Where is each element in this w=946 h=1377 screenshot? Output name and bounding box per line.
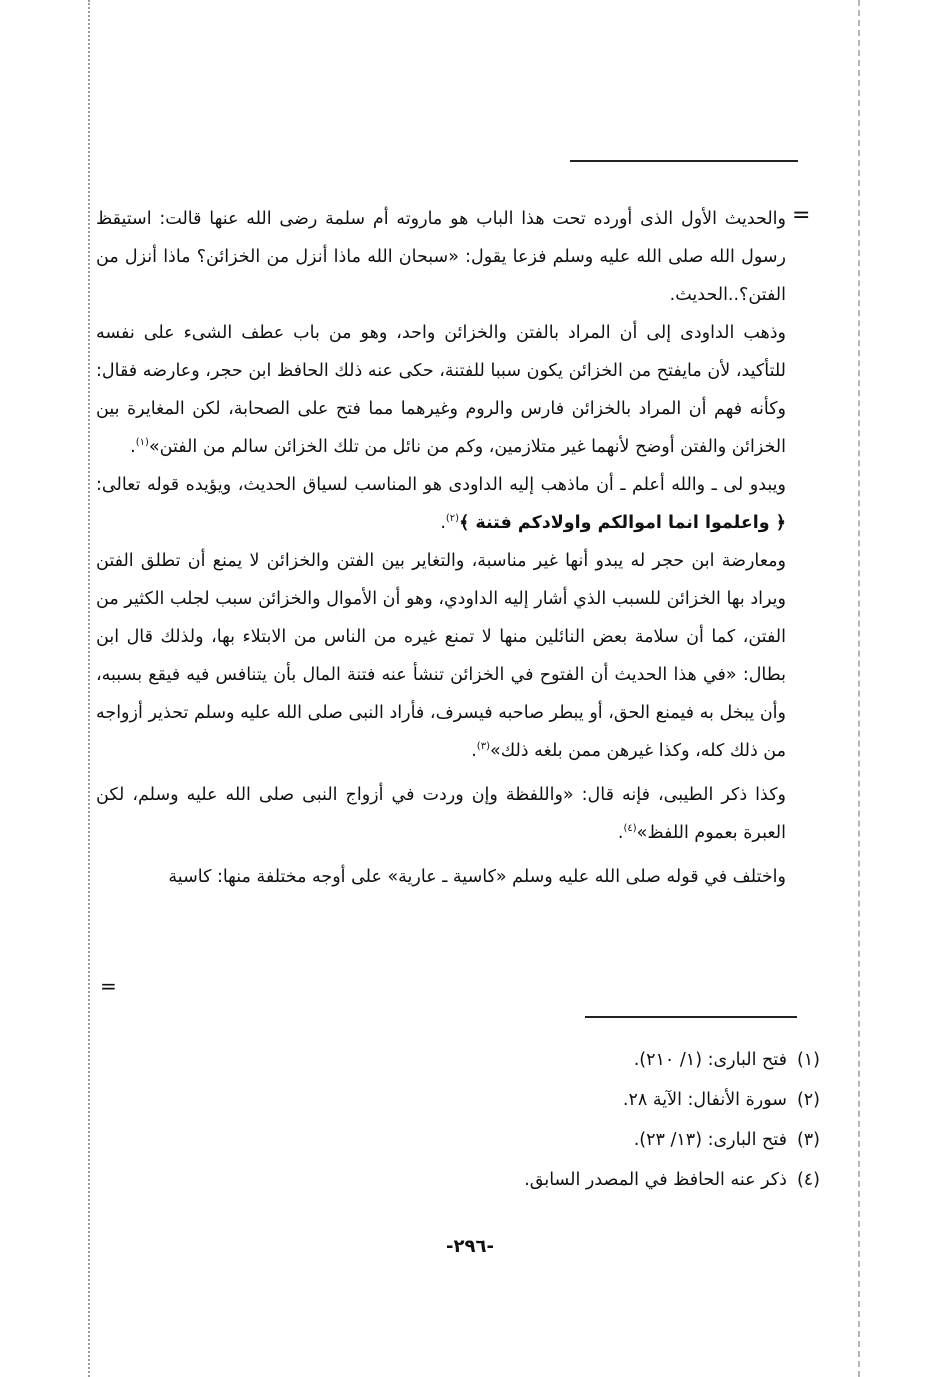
paragraph-3: ويبدو لى ـ والله أعلم ـ أن ماذهب إليه الداودى هو المناسب لسياق الحديث، ويؤيده قوله تعالى: ﴿ واعلموا انما اموالكم واولادكم فتنة ﴾$^{(٢)}$. — [96, 475, 786, 533]
page-number: -٢٩٦- — [446, 1236, 494, 1257]
quran-verse: ﴿ واعلموا انما اموالكم واولادكم فتنة ﴾ — [459, 513, 786, 533]
footnote-marker-4: (٤) — [623, 823, 637, 835]
continuation-mark-bottom: = — [100, 974, 117, 998]
paragraph-2-text: وذهب الداودى إلى أن المراد بالفتن والخزائن واحد، وهو من باب عطف الشىء على نفسه للتأكيد، لأن مايفتح من الخزائن يكون سببا للفتنة، حكى عنه ذلك الحافظ ابن حجر، وعارضه فقال: وكأنه فهم أن المراد بالخزائن فارس والروم وغيرهما مما فتح على الصحابة، لكن المغايرة بين الخزائن والفتن أوضح لأنهما غير متلازمين، وكم من نائل من تلك الخزائن سالم من الفتن» — [96, 323, 786, 457]
footnote-item — [300, 1120, 820, 1160]
paragraph-1: والحديث الأول الذى أورده تحت هذا الباب هو ماروته أم سلمة رضى الله عنها قالت: استيقظ رسول الله صلى الله عليه وسلم فزعا يقول: «سبحان الله ماذا أنزل من الخزائن؟ ماذا أنزل من الفتن؟..الحديث. — [96, 209, 786, 305]
footnote-number: (٣) — [796, 1130, 820, 1150]
footnote-item — [300, 1160, 820, 1200]
main-text — [96, 200, 786, 896]
footnote-number: (١) — [796, 1050, 820, 1070]
footnote-marker-2: (٢) — [445, 513, 460, 525]
paragraph-4: ومعارضة ابن حجر له يبدو أنها غير مناسبة، والتغاير بين الفتن والخزائن لا يمنع أن تطلق الفتن ويراد بها الخزائن للسبب الذي أشار إليه الداودي، وهو أن الأموال والخزائن سبب لجلب الكثير من الفتن، كما أن سلامة بعض النائلين منها لا تمنع غيره من الناس من الابتلاء بها، ولذلك قال ابن بطال: «في هذا الحديث أن الفتوح في الخزائن تنشأ عنه فتنة المال بأن يتنافس فيه فيقع بسببه، وأن يبخل به فيمنع الحق، أو يبطر صاحبه فيسرف، فأراد النبى صلى الله عليه وسلم تحذير أزواجه من ذلك كله، وكذا غيرهن ممن بلغه ذلك»$^{(٣)}$. — [96, 551, 786, 761]
paragraph-6: واختلف في قوله صلى الله عليه وسلم «كاسية ـ عارية» على أوجه مختلفة منها: كاسية — [168, 867, 786, 887]
footnote-item — [300, 1080, 820, 1120]
footnote-text: فتح البارى: (١/ ٢١٠). — [633, 1050, 787, 1070]
footnote-rule — [585, 1016, 797, 1018]
paragraph-3-text: ويبدو لى ـ والله أعلم ـ أن ماذهب إليه الداودى هو المناسب لسياق الحديث، ويؤيده قوله تعالى: — [96, 475, 786, 495]
footnote-marker-1: (١) — [135, 437, 149, 449]
paragraph-2: وذهب الداودى إلى أن المراد بالفتن والخزائن واحد، وهو من باب عطف الشىء على نفسه للتأكيد، لأن مايفتح من الخزائن يكون سببا للفتنة، حكى عنه ذلك الحافظ ابن حجر، وعارضه فقال: وكأنه فهم أن المراد بالخزائن فارس والروم وغيرهما مما فتح على الصحابة، لكن المغايرة بين الخزائن والفتن أوضح لأنهما غير متلازمين، وكم من نائل من تلك الخزائن سالم من الفتن»$^{(١)}$. — [96, 323, 786, 457]
paragraph-4-text: ومعارضة ابن حجر له يبدو أنها غير مناسبة، والتغاير بين الفتن والخزائن لا يمنع أن تطلق الفتن ويراد بها الخزائن للسبب الذي أشار إليه الداودي، وهو أن الأموال والخزائن سبب لجلب الكثير من الفتن، كما أن سلامة بعض النائلين منها لا تمنع غيره من الناس من الابتلاء بها، ولذلك قال ابن بطال: «في هذا الحديث أن الفتوح في الخزائن تنشأ عنه فتنة المال بأن يتنافس فيه فيقع بسببه، وأن يبخل به فيمنع الحق، أو يبطر صاحبه فيسرف، فأراد النبى صلى الله عليه وسلم تحذير أزواجه من ذلك كله، وكذا غيرهن ممن بلغه ذلك» — [96, 551, 786, 761]
footnote-item — [300, 1040, 820, 1080]
header-rule — [570, 160, 798, 162]
scan-margin-left — [88, 0, 90, 1377]
footnote-text: سورة الأنفال: الآية ٢٨. — [622, 1090, 787, 1110]
continuation-mark-top: = — [792, 203, 811, 228]
footnote-text: ذكر عنه الحافظ في المصدر السابق. — [524, 1170, 787, 1190]
footnote-text: فتح البارى: (١٣/ ٢٣). — [633, 1130, 787, 1150]
scan-margin-right — [858, 0, 860, 1377]
footnote-number: (٢) — [796, 1090, 820, 1110]
footnote-number: (٤) — [796, 1170, 820, 1190]
footnote-marker-3: (٣) — [476, 741, 490, 753]
footnotes-list — [300, 1040, 820, 1200]
paragraph-5: وكذا ذكر الطيبى، فإنه قال: «واللفظة وإن وردت في أزواج النبى صلى الله عليه وسلم، لكن العبرة بعموم اللفظ»$^{(٤)}$. — [96, 785, 786, 843]
paragraph-5-text: وكذا ذكر الطيبى، فإنه قال: «واللفظة وإن وردت في أزواج النبى صلى الله عليه وسلم، لكن العبرة بعموم اللفظ» — [96, 785, 786, 843]
